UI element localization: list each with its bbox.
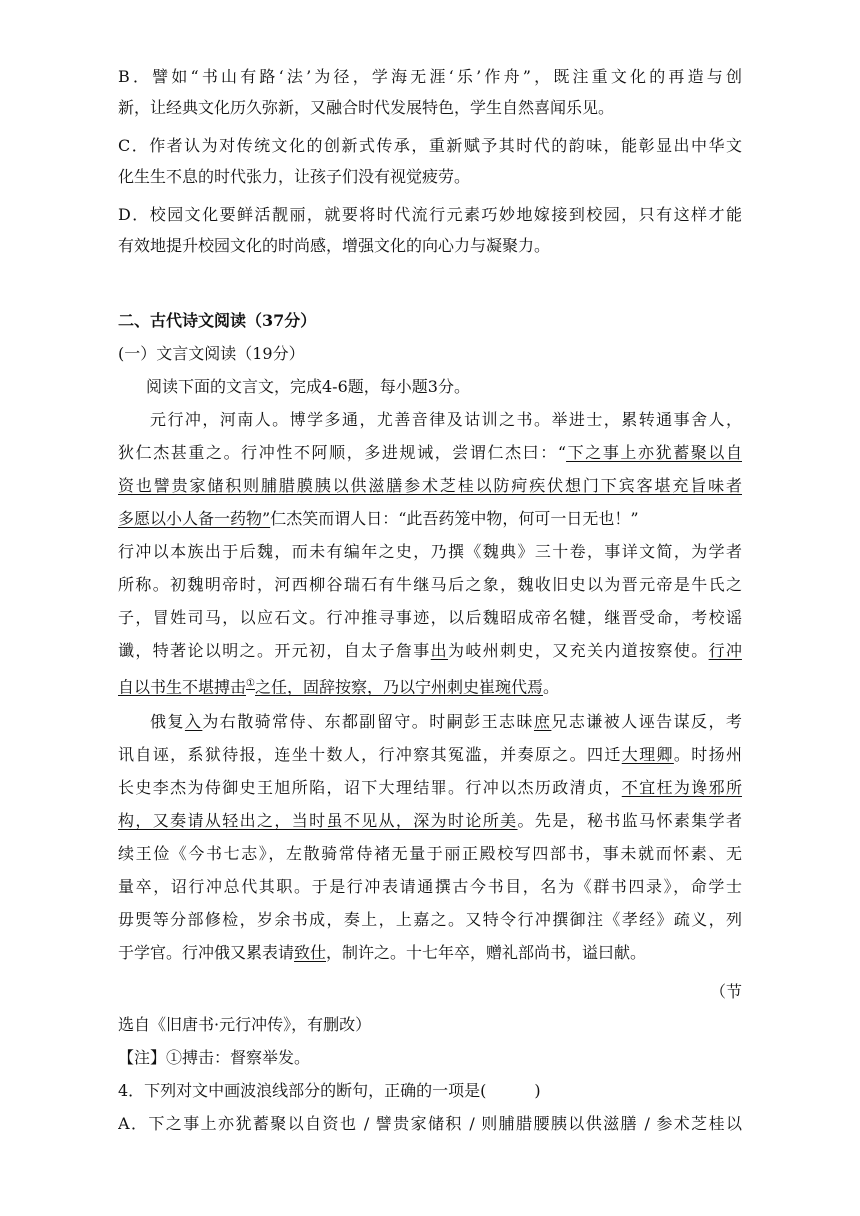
subsection-title: (一）文言文阅读（19分） [118, 344, 305, 363]
p3-text: 。时扬州 [673, 745, 742, 764]
option-d-line-1: D．校园文化要鲜活靓丽，就要将时代流行元素巧妙地嫁接到校园，只有这样才能 [118, 205, 742, 224]
underlined-sentence: 不宜枉为谗邪所 [621, 778, 742, 797]
p1-text: 狄仁杰甚重之。行冲性不阿顺，多进规诫，尝谓仁杰曰：“ [118, 443, 567, 462]
p3-line-1 [150, 711, 742, 735]
wavy-underlined-passage: 下之事上亦犹蓄聚以自 [566, 443, 742, 462]
p2-line-3: 子，冒姓司马，以应石文。行冲推寻事迹，以后魏昭成帝名犍，继晋受命，考校谣 [118, 608, 742, 627]
question-4-option-a: A．下之事上亦犹蓄聚以自资也 / 譬贵家储积 / 则脯腊腰胰以供滋膳 / 参术芝桂以 [118, 1114, 742, 1133]
p3-text: 俄复 [150, 712, 185, 731]
p3-text: 为右散骑常侍、东都副留守。时嗣彭王志昧 [202, 712, 534, 731]
source-citation-start: （节 [709, 982, 742, 1001]
option-b-line-1: B．譬如“书山有路‘法’为径，学海无涯‘乐’作舟”，既注重文化的再造与创 [118, 67, 742, 86]
p2-text: 。 [543, 677, 560, 697]
p1-line-3: 资也譬贵家储积则脯腊膜胰以供滋膳参术芝桂以防疴疾伏想门下宾客堪充旨味者 [118, 476, 742, 495]
p3-line-5: 续王俭《今书七志》，左散骑常侍褚无量于丽正殿校写四部书，事未就而怀素、无 [118, 844, 742, 863]
p1-line-2 [118, 442, 742, 466]
p2-text: 为岐州刺史，又充关内道按察使。 [448, 641, 709, 660]
underlined-word-ru: 入 [184, 712, 203, 731]
underlined-word-chu: 出 [430, 641, 449, 660]
p3-text: 。先是，秘书监马怀素集学者 [517, 811, 742, 830]
p2-line-1: 行冲以本族出于后魏，而未有编年之史，乃撰《魏典》三十卷，事详文简，为学者 [118, 542, 742, 561]
p3-line-6: 量卒，诏行冲总代其职。于是行冲表请通撰古今书目，名为《群书四录》，命学士 [118, 877, 742, 896]
option-c-line-2: 化生生不息的时代张力，让孩子们没有视觉疲劳。 [118, 167, 471, 186]
option-d-line-2: 有效地提升校园文化的时尚感，增强文化的向心力与凝聚力。 [118, 236, 551, 255]
source-citation: 选自《旧唐书·元行冲传》，有删改） [118, 1015, 372, 1034]
underlined-sentence: 行冲 [708, 641, 742, 660]
p3-line-2 [118, 744, 742, 768]
p2-line-2: 所称。初魏明帝时，河西柳谷瑞石有牛继马后之象，魏收旧史以为晋元帝是牛氏之 [118, 575, 742, 594]
option-c-line-1: C．作者认为对传统文化的创新式传承，重新赋予其时代的韵味，能彰显出中华文 [118, 136, 742, 155]
p1-line-4 [118, 508, 742, 532]
p3-text: 兄志谦被人诬告谋反，考 [551, 712, 742, 731]
p2-line-4 [118, 640, 742, 664]
underlined-word-shu: 庶 [533, 712, 552, 731]
p2-text: 谶，特著论以明之。开元初，自太子詹事 [118, 641, 431, 660]
question-4: 4．下列对文中画波浪线部分的断句，正确的一项是( ) [118, 1081, 541, 1100]
option-b-line-2: 新，让经典文化历久弥新，又融合时代发展特色，学生自然喜闻乐见。 [118, 98, 615, 117]
p3-text: ，制许之。十七年卒，赠礼部尚书，谥曰献。 [326, 943, 647, 962]
wavy-underlined-passage-end: 多愿以小人备一药物” [118, 509, 271, 528]
p3-line-8 [118, 942, 742, 966]
underlined-sentence: 构，又奏请从轻出之，当时虽不见从，深为时论所美 [118, 811, 518, 830]
footnote-marker: ① [246, 678, 255, 689]
instruction: 阅读下面的文言文，完成4-6题，每小题3分。 [146, 377, 470, 396]
p3-line-7: 毋煚等分部修检，岁余书成，奏上，上嘉之。又特令行冲撰御注《孝经》疏义，列 [118, 910, 742, 929]
underlined-word-daliqing: 大理卿 [621, 745, 674, 764]
footnote: 【注】①搏击：督察举发。 [118, 1048, 311, 1067]
p3-text: 长史李杰为侍御史王旭所陷，诏下大理结罪。行冲以杰历政清贞， [118, 778, 622, 797]
underlined-sentence: 之任，固辞按察，乃以宁州刺史崔琬代焉 [254, 677, 543, 697]
p3-line-4 [118, 810, 742, 834]
section-title: 二、古代诗文阅读（37分） [118, 311, 317, 330]
underlined-sentence: 自以书生不堪搏击 [118, 677, 247, 697]
p3-text: 讯自诬，系狱待报，连坐十数人，行冲察其冤滥，并奏原之。四迁 [118, 745, 622, 764]
p3-text: 于学官。行冲俄又累表请 [118, 943, 295, 962]
p1-line-1: 元行冲，河南人。博学多通，尤善音律及诂训之书。举进士，累转通事舍人， [150, 410, 742, 429]
underlined-word-zhishi: 致仕 [294, 943, 327, 962]
p3-line-3 [118, 777, 742, 801]
p2-line-5 [118, 673, 742, 697]
p1-text: 仁杰笑而谓人日：“此吾药笼中物，何可一日无也！” [270, 509, 639, 528]
